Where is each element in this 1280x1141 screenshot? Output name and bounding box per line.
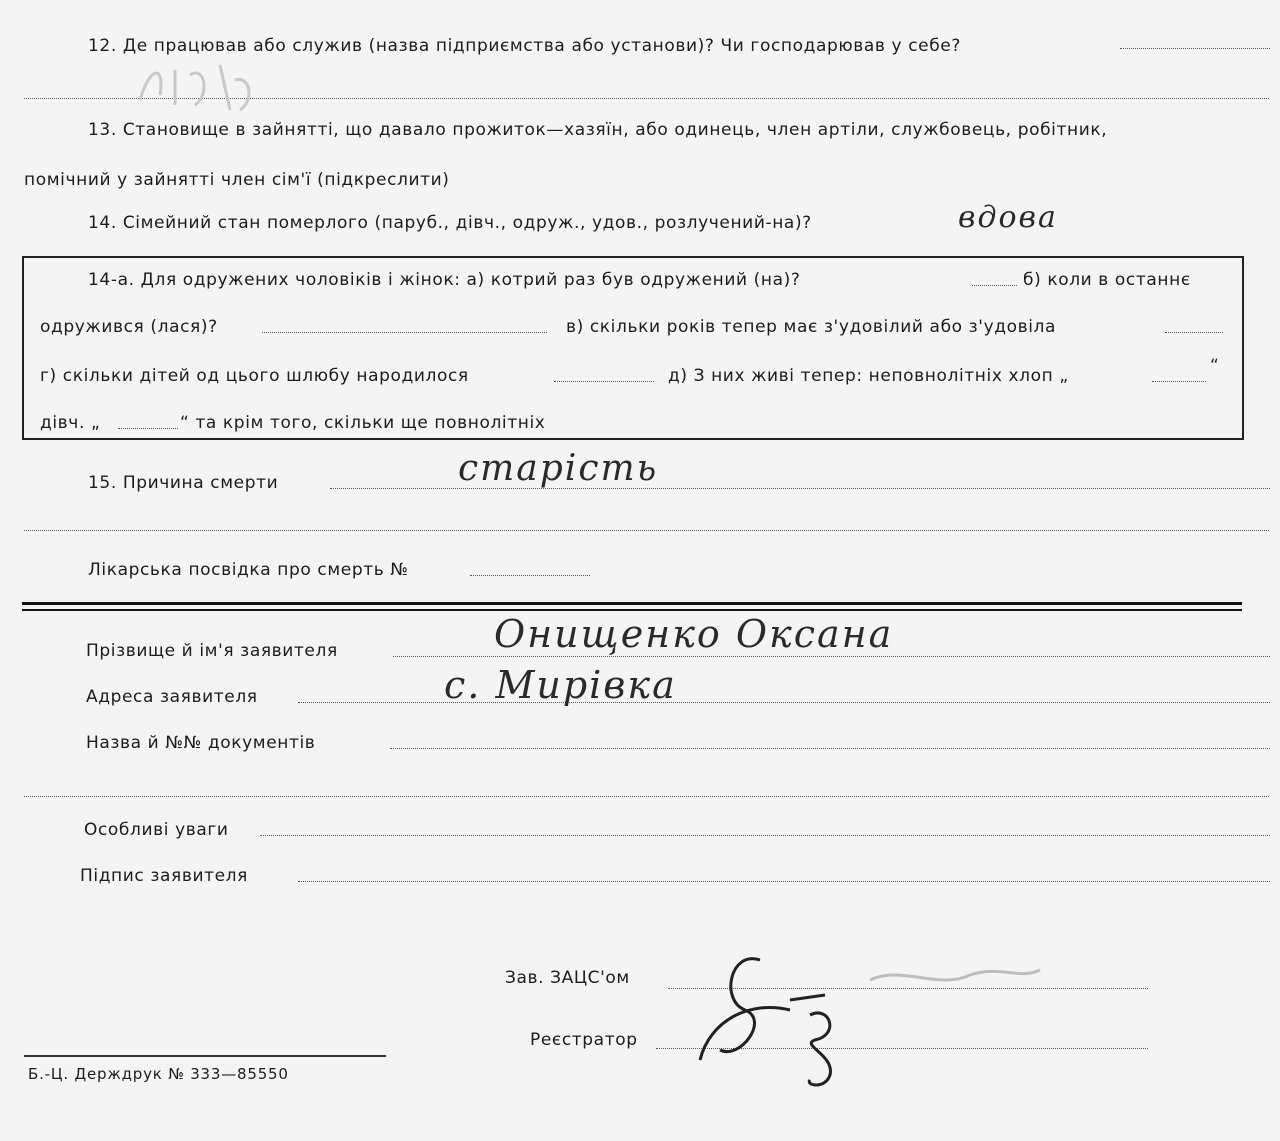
documents-label: Назва й №№ документів xyxy=(86,733,316,753)
q14a-minor-girls-line[interactable] xyxy=(118,428,178,429)
printer-imprint: Б.-Ц. Держдрук № 333—85550 xyxy=(28,1065,289,1083)
q15-handwritten-answer[interactable]: старість xyxy=(458,448,659,489)
applicant-address-label: Адреса заявителя xyxy=(86,687,258,707)
q14a-line4-a: дівч. „ xyxy=(40,413,101,433)
separator-rule-bottom xyxy=(22,609,1242,611)
documents-line-2[interactable] xyxy=(24,796,1269,797)
q14a-last-married-line[interactable] xyxy=(262,332,547,333)
q14a-line3-b: д) З них живі тепер: неповнолітніх хлоп „ xyxy=(668,366,1069,386)
applicant-address-handwritten[interactable]: с. Мирівка xyxy=(444,663,677,707)
archive-number-mark xyxy=(135,55,265,125)
q14a-children-born-line[interactable] xyxy=(554,381,654,382)
registrar-signature-icon xyxy=(640,940,1060,1100)
q14a-line2-b: в) скільки років тепер має з'удовілий або з'удовіла xyxy=(566,317,1057,337)
footer-rule xyxy=(24,1055,386,1057)
q14-label: 14. Сімейний стан померлого (паруб., дівч., одруж., удов., розлучений-на)? xyxy=(88,213,812,233)
q14-handwritten-answer[interactable]: вдова xyxy=(958,200,1058,235)
q12-label: 12. Де працював або служив (назва підприємства або установи)? Чи господарював у себе? xyxy=(88,36,961,56)
applicant-signature-label: Підпис заявителя xyxy=(80,866,248,886)
archive-number-stamp-icon xyxy=(135,55,265,115)
q14a-widowed-years-line[interactable] xyxy=(1165,332,1223,333)
registry-head-label: Зав. ЗАЦС'ом xyxy=(505,968,630,988)
q14a-minor-boys-line[interactable] xyxy=(1152,381,1206,382)
q12-answer-line[interactable] xyxy=(1120,48,1270,49)
q14a-line2-a: одружився (лася)? xyxy=(40,317,218,337)
registrar-label: Реєстратор xyxy=(530,1030,638,1050)
medical-certificate-label: Лікарська посвідка про смерть № xyxy=(88,560,409,580)
applicant-signature-line[interactable] xyxy=(298,881,1270,882)
q15-answer-line-2[interactable] xyxy=(24,530,1269,531)
special-notes-label: Особливі уваги xyxy=(84,820,229,840)
q15-label: 15. Причина смерти xyxy=(88,473,279,493)
medical-certificate-number-line[interactable] xyxy=(470,575,590,576)
q13-label-line2: помічний у зайнятті член сім'ї (підкреслити) xyxy=(24,170,450,190)
applicant-name-line[interactable] xyxy=(393,656,1270,657)
special-notes-line[interactable] xyxy=(260,835,1270,836)
applicant-name-handwritten[interactable]: Онищенко Оксана xyxy=(494,612,894,656)
applicant-name-label: Прізвище й ім'я заявителя xyxy=(86,641,338,661)
separator-rule-top xyxy=(22,602,1242,605)
documents-line[interactable] xyxy=(390,748,1270,749)
q14a-line3-a: г) скільки дітей од цього шлюбу народилося xyxy=(40,366,469,386)
q14a-line1-a: 14-а. Для одружених чоловіків і жінок: а) котрий раз був одружений (на)? xyxy=(88,270,801,290)
q13-label-line1: 13. Становище в зайнятті, що давало прожиток—хазяїн, або одинець, член артіли, службовець, робітник, xyxy=(88,120,1108,140)
q14a-times-married-line[interactable] xyxy=(972,285,1017,286)
q14a-line1-b: б) коли в останнє xyxy=(1023,270,1191,290)
q14a-line4-b: “ та крім того, скільки ще повнолітніх xyxy=(180,413,546,433)
q14a-line3-c: “ xyxy=(1210,356,1220,376)
